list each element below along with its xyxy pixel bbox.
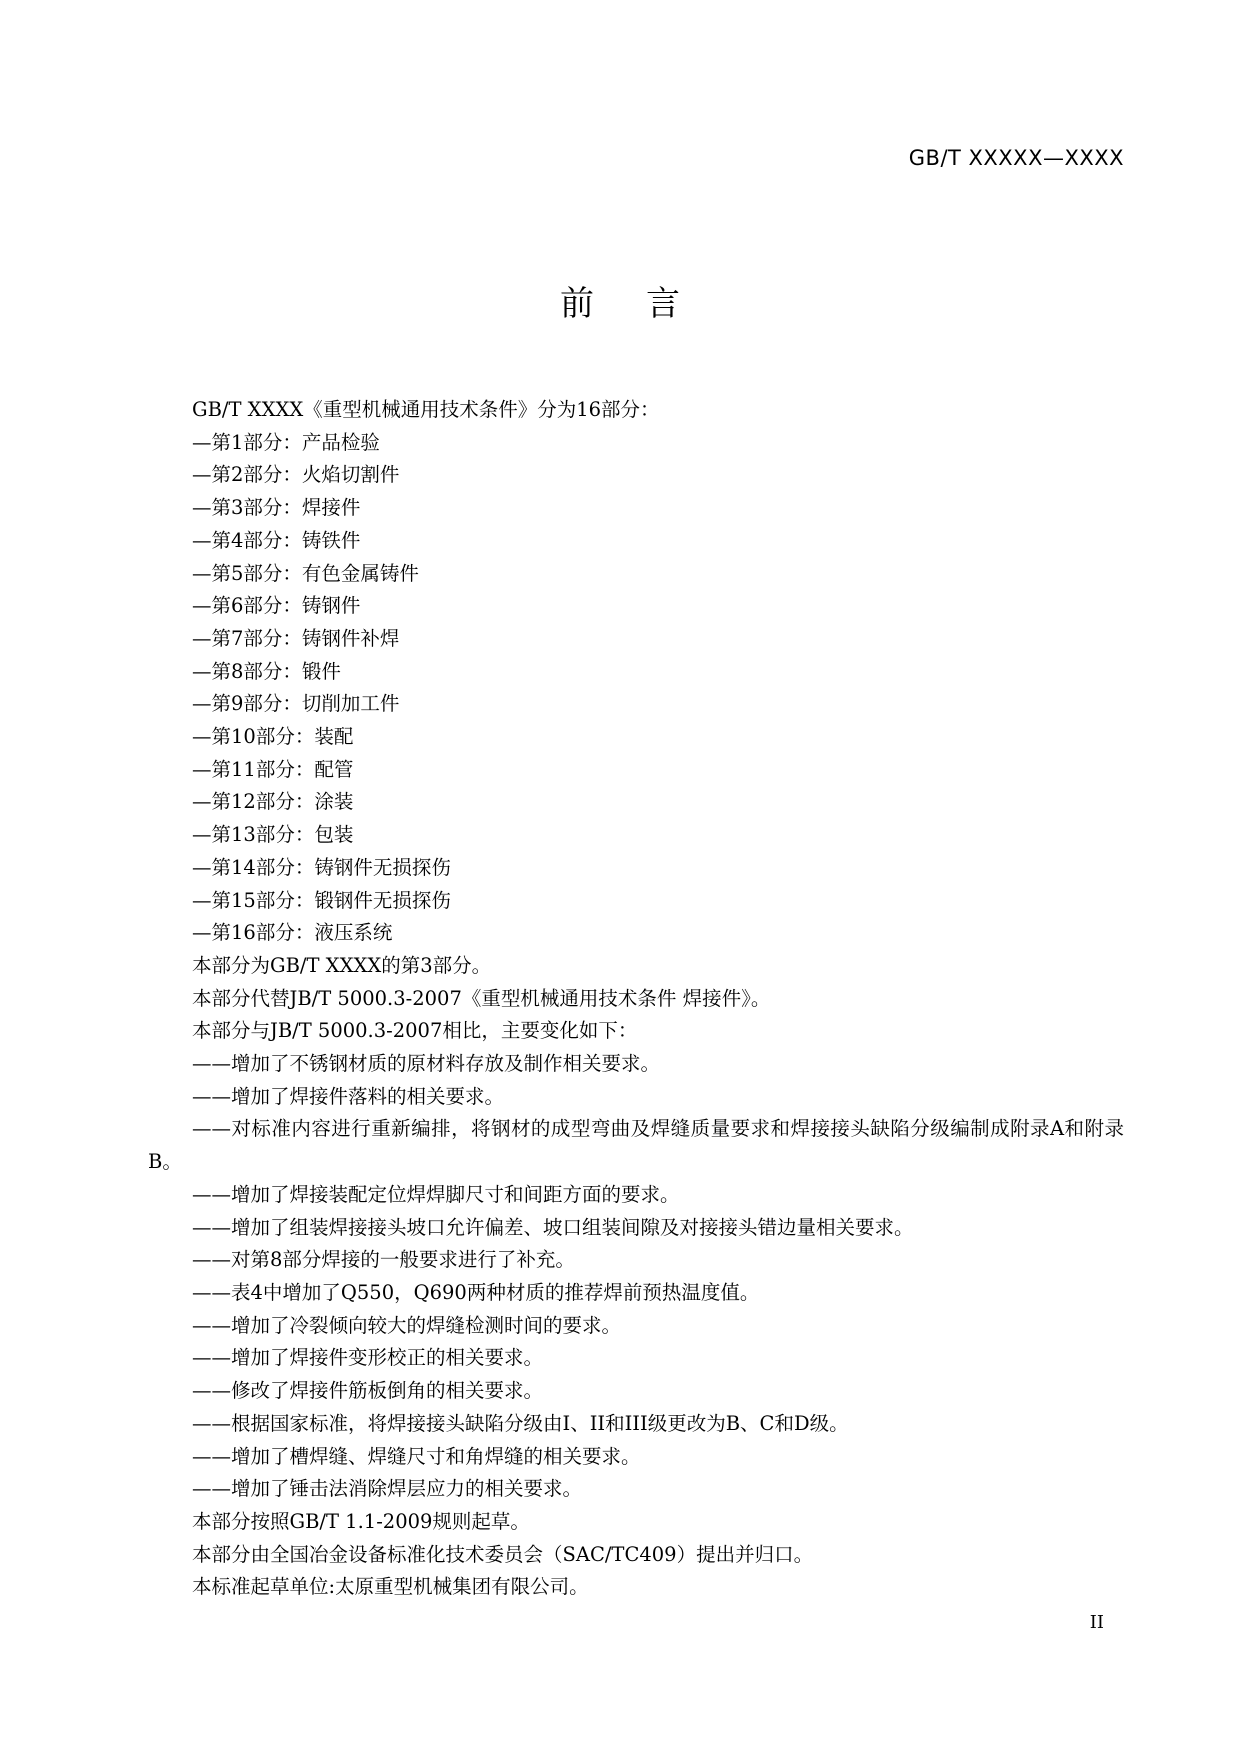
list-item: —第16部分：液压系统 — [192, 921, 393, 945]
list-item: —第6部分：铸钢件 — [192, 594, 361, 618]
change-item: ——增加了槽焊缝、焊缝尺寸和角焊缝的相关要求。 — [192, 1444, 641, 1468]
list-item: —第2部分：火焰切割件 — [192, 463, 400, 487]
change-item: ——增加了焊接件变形校正的相关要求。 — [192, 1346, 544, 1370]
change-item: ——对标准内容进行重新编排，将钢材的成型弯曲及焊缝质量要求和焊接接头缺陷分级编制成附录A和附录B。 — [148, 1117, 1124, 1174]
paragraph: 本部分按照GB/T 1.1-2009规则起草。 — [192, 1509, 530, 1533]
list-item: —第1部分：产品检验 — [192, 430, 380, 454]
paragraph: 本部分代替JB/T 5000.3-2007《重型机械通用技术条件 焊接件》。 — [192, 986, 771, 1010]
change-item: ——增加了冷裂倾向较大的焊缝检测时间的要求。 — [192, 1313, 622, 1337]
list-item: —第7部分：铸钢件补焊 — [192, 626, 400, 650]
paragraph: GB/T XXXX《重型机械通用技术条件》分为16部分： — [192, 398, 660, 421]
change-item: ——修改了焊接件筋板倒角的相关要求。 — [192, 1379, 544, 1403]
document-code: GB/T XXXXX—XXXX — [908, 146, 1124, 170]
page-title: 前言 — [560, 284, 732, 324]
list-item: —第15部分：锻钢件无损探伤 — [192, 888, 451, 912]
paragraph: 本标准起草单位:太原重型机械集团有限公司。 — [192, 1575, 589, 1599]
list-item: —第4部分：铸铁件 — [192, 528, 361, 552]
list-item: —第14部分：铸钢件无损探伤 — [192, 855, 451, 879]
list-item: —第5部分：有色金属铸件 — [192, 561, 419, 585]
change-item: ——增加了焊接装配定位焊焊脚尺寸和间距方面的要求。 — [192, 1182, 680, 1206]
list-item: —第8部分：锻件 — [192, 659, 341, 683]
page-number: II — [1089, 1612, 1104, 1633]
list-item: —第11部分：配管 — [192, 757, 354, 781]
list-item: —第13部分：包装 — [192, 823, 354, 847]
list-item: —第3部分：焊接件 — [192, 496, 361, 520]
change-item: ——表4中增加了Q550，Q690两种材质的推荐焊前预热温度值。 — [192, 1280, 760, 1304]
change-item: ——增加了锤击法消除焊层应力的相关要求。 — [192, 1477, 583, 1501]
change-item: ——增加了组装焊接接头坡口允许偏差、坡口组装间隙及对接接头错边量相关要求。 — [192, 1215, 914, 1239]
list-item: —第10部分：装配 — [192, 725, 354, 749]
paragraph: 本部分与JB/T 5000.3-2007相比，主要变化如下： — [192, 1019, 638, 1043]
change-item: ——对第8部分焊接的一般要求进行了补充。 — [192, 1248, 575, 1272]
change-item: ——增加了焊接件落料的相关要求。 — [192, 1084, 505, 1108]
list-item: —第9部分：切削加工件 — [192, 692, 400, 716]
paragraph: 本部分由全国冶金设备标准化技术委员会（SAC/TC409）提出并归口。 — [192, 1542, 814, 1566]
paragraph: 本部分为GB/T XXXX的第3部分。 — [192, 953, 492, 977]
change-item: ——根据国家标准，将焊接接头缺陷分级由I、II和III级更改为B、C和D级。 — [192, 1411, 849, 1435]
list-item: —第12部分：涂装 — [192, 790, 354, 814]
change-item: ——增加了不锈钢材质的原材料存放及制作相关要求。 — [192, 1052, 661, 1076]
document-body — [148, 394, 1124, 1604]
